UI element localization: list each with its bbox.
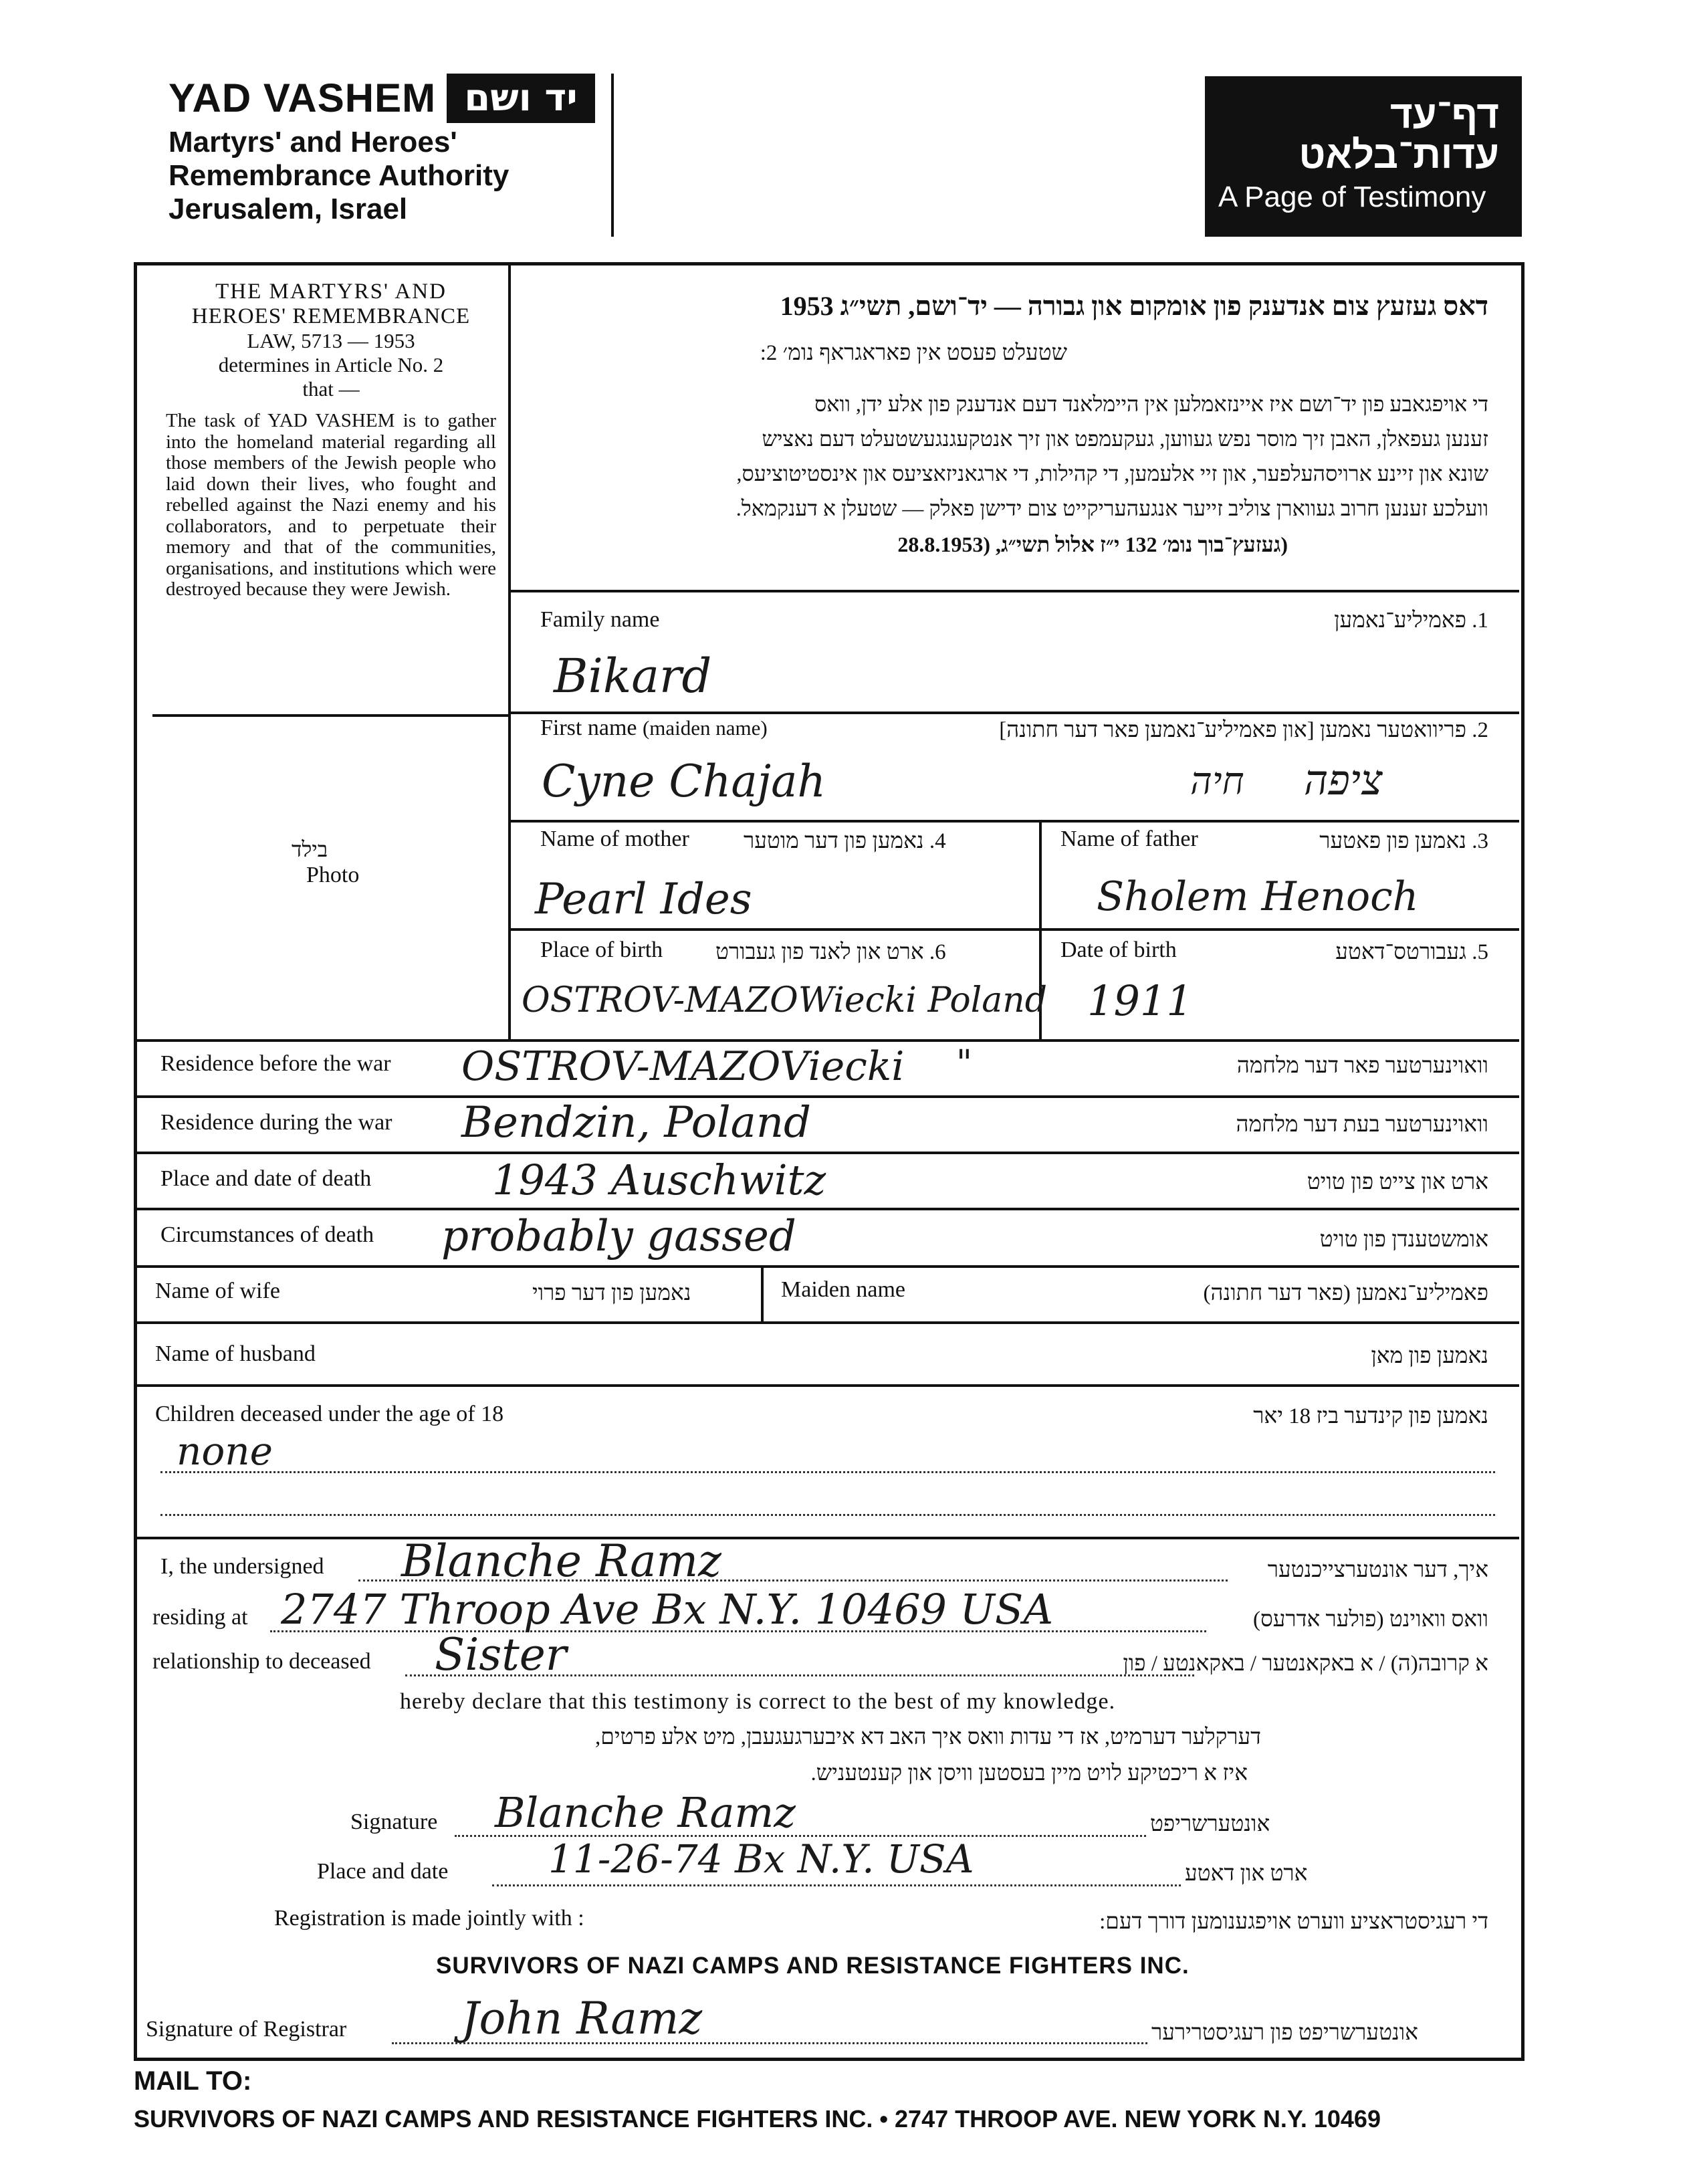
photo-label: Photo <box>306 863 360 887</box>
badge-hebrew-2: עדות־בלאט <box>1299 133 1499 177</box>
children-line-2 <box>160 1514 1495 1516</box>
circumstances-value[interactable]: probably gassed <box>441 1212 796 1261</box>
registrar-hebrew: אונטערשריפט פון רעגיסטרירער <box>1151 2021 1418 2045</box>
law-title-5: that — <box>302 377 360 401</box>
row5-bottom <box>135 1039 1519 1042</box>
left-column-divider <box>508 263 511 1041</box>
first-name-hebrew-value-2[interactable]: ציפה <box>1304 756 1383 804</box>
registrar-label: Signature of Registrar <box>146 2017 347 2042</box>
mother-hebrew: 4. נאמען פון דער מוטער <box>744 829 946 853</box>
father-value[interactable]: Sholem Henoch <box>1097 873 1419 920</box>
law-title-3: LAW, 5713 — 1953 <box>247 329 415 352</box>
place-date-line <box>492 1884 1181 1886</box>
mother-value[interactable]: Pearl Ides <box>535 875 752 924</box>
death-hebrew: ארט און צייט פון טויט <box>1307 1170 1488 1194</box>
place-date-label: Place and date <box>317 1859 449 1884</box>
family-name-value[interactable]: Bikard <box>554 649 712 703</box>
children-value[interactable]: none <box>177 1428 273 1474</box>
circumstances-label: Circumstances of death <box>160 1222 374 1247</box>
circumstances-hebrew: אומשטענדן פון טויט <box>1319 1228 1488 1252</box>
relationship-value[interactable]: Sister <box>435 1629 567 1680</box>
place-date-value[interactable]: 11-26-74 Bx N.Y. USA <box>548 1836 974 1882</box>
father-label: Name of father <box>1060 827 1198 851</box>
undersigned-hebrew: איך, דער אונטערצייכנטער <box>1267 1558 1488 1582</box>
residing-label: residing at <box>152 1605 248 1630</box>
residence-before-bottom <box>135 1095 1519 1098</box>
wife-bottom <box>135 1321 1519 1324</box>
brand-hebrew-logo: יד ושם <box>447 74 595 123</box>
death-bottom <box>135 1208 1519 1210</box>
relationship-label: relationship to deceased <box>152 1649 371 1674</box>
authority-line-1: Martyrs' and Heroes' <box>168 126 457 158</box>
residence-before-hebrew: וואוינערטער פאר דער מלחמה <box>1236 1054 1488 1078</box>
first-name-hebrew: 2. פריוואטער נאמען [און פאמיליע־נאמען פאר דער חתונה] <box>999 718 1488 742</box>
first-name-label-maiden: (maiden name) <box>642 716 768 740</box>
law-hebrew-line-4: וועלכע זענען חרוב געווארן צוליב זייער אנגעהעריקייט צום ידישן פאלק — שטעלן א דענקמאל. <box>736 496 1488 520</box>
death-label: Place and date of death <box>160 1166 372 1191</box>
authority-line-3: Jerusalem, Israel <box>168 193 408 225</box>
father-hebrew: 3. נאמען פון פאטער <box>1319 829 1488 853</box>
family-name-label: Family name <box>540 607 660 632</box>
law-text: The task of YAD VASHEM is to gather into the homeland material regarding all those members of the Jewish people who laid down their lives, who fought and rebelled against the Nazi enemy and his collaborators, and to perpetuate their memory and that of the communities, organisations, and institutions which were destroyed because they were Jewish. <box>166 410 496 600</box>
law-title-4: determines in Article No. 2 <box>218 353 444 376</box>
first-name-label-main: First name <box>540 716 637 740</box>
law-hebrew-subtitle: שטעלט פעסט אין פאראגראף נומ׳ 2: <box>760 341 1067 365</box>
signature-hebrew: אונטערשריפט <box>1150 1812 1270 1836</box>
law-hebrew-line-3: שונא און זיינע ארויסהעלפער, און זיי אלעמען, די קהילות, די ארגאניזאציעס און אינסטיטוציעס, <box>736 461 1488 485</box>
residence-during-value[interactable]: Bendzin, Poland <box>461 1098 811 1148</box>
wife-hebrew: נאמען פון דער פרוי <box>532 1281 691 1305</box>
circumstances-bottom <box>135 1265 1519 1268</box>
birth-place-label: Place of birth <box>540 938 663 962</box>
residence-before-label: Residence before the war <box>160 1051 391 1076</box>
first-name-label <box>540 716 768 741</box>
signature-value[interactable]: Blanche Ramz <box>495 1788 796 1837</box>
wife-label: Name of wife <box>155 1279 280 1303</box>
maiden-hebrew: פאמיליע־נאמען (פאר דער חתונה) <box>1203 1281 1488 1305</box>
residence-during-bottom <box>135 1152 1519 1154</box>
photo-label-hebrew: בילד <box>292 837 328 861</box>
first-name-value[interactable]: Cyne Chajah <box>542 756 826 807</box>
death-value[interactable]: 1943 Auschwitz <box>492 1156 826 1204</box>
declare-hebrew-1: דערקלער דערמיט, אז די עדות וואס איך האב דא איבערגעגעבן, מיט אלע פרטים, <box>595 1725 1261 1749</box>
place-date-hebrew: ארט און דאטע <box>1185 1862 1308 1886</box>
signature-label: Signature <box>350 1810 438 1834</box>
children-hebrew: נאמען פון קינדער ביז 18 יאר <box>1253 1404 1488 1428</box>
mail-address: SURVIVORS OF NAZI CAMPS AND RESISTANCE FIGHTERS INC. • 2747 THROOP AVE. NEW YORK N.Y. 10469 <box>134 2105 1381 2133</box>
badge-hebrew-1: דף־עד <box>1390 93 1499 136</box>
husband-bottom <box>135 1384 1519 1387</box>
husband-label: Name of husband <box>155 1341 316 1366</box>
residing-hebrew: וואס וואוינט (פולער אדרעס) <box>1252 1608 1488 1632</box>
registration-hebrew: די רעגיסטראציע ווערט אויפגענומען דורך דעם: <box>1099 1910 1488 1934</box>
registration-label: Registration is made jointly with : <box>274 1906 584 1931</box>
law-hebrew-bottom <box>510 590 1519 592</box>
residence-before-ditto: " <box>956 1043 972 1083</box>
undersigned-label: I, the undersigned <box>160 1554 324 1579</box>
mother-label: Name of mother <box>540 827 689 851</box>
birth-date-hebrew: 5. געבורטס־דאטע <box>1335 940 1488 964</box>
mail-to: MAIL TO: <box>134 2066 252 2096</box>
residence-before-value[interactable]: OSTROV-MAZOViecki <box>461 1043 905 1090</box>
law-title-1: THE MARTYRS' AND <box>215 280 447 304</box>
row1-bottom <box>510 712 1519 714</box>
relationship-hebrew: א קרובה(ה) / א באקאנטער / באקאנטע / פון <box>1123 1652 1488 1676</box>
undersigned-value[interactable]: Blanche Ramz <box>401 1535 721 1587</box>
children-line-1 <box>160 1471 1495 1473</box>
birth-date-value[interactable]: 1911 <box>1087 976 1193 1025</box>
row2-bottom <box>510 820 1519 823</box>
registration-org: SURVIVORS OF NAZI CAMPS AND RESISTANCE FIGHTERS INC. <box>436 1953 1190 1979</box>
declare-hebrew-2: איז א ריכטיקע לויט מיין בעסטען וויסן און קענטעניש. <box>810 1761 1248 1785</box>
family-name-hebrew: 1. פאמיליע־נאמען <box>1334 609 1488 633</box>
law-hebrew-title: דאס געזעץ צום אנדענק פון אומקום און גבורה — יד־ושם, תשי״ג 1953 <box>780 291 1488 321</box>
law-box <box>160 280 501 600</box>
children-bottom <box>135 1537 1519 1539</box>
authority-line-2: Remembrance Authority <box>168 159 510 192</box>
row3-bottom <box>510 928 1519 931</box>
brand-title: YAD VASHEM <box>168 76 437 120</box>
residing-value[interactable]: 2747 Throop Ave Bx N.Y. 10469 USA <box>281 1585 1054 1634</box>
law-hebrew-line-5: (געזעץ־בוך נומ׳ 132 י״ז אלול תשי״ג, (28.8.1953 <box>897 532 1288 556</box>
law-title-2: HEROES' REMEMBRANCE <box>191 304 471 328</box>
law-hebrew-line-1: די אויפגאבע פון יד־ושם איז איינזאמלען אין היימלאנד דעם אנדענק פון אלע ידן, וואס <box>814 392 1488 416</box>
first-name-hebrew-value-1[interactable]: חיה <box>1190 760 1244 803</box>
residence-during-hebrew: וואוינערטער בעת דער מלחמה <box>1236 1113 1488 1137</box>
header-divider <box>611 74 614 237</box>
declare-text: hereby declare that this testimony is correct to the best of my knowledge. <box>400 1689 1116 1714</box>
birth-place-hebrew: 6. ארט און לאנד פון געבורט <box>715 940 946 964</box>
maiden-label: Maiden name <box>781 1277 905 1302</box>
law-box-bottom <box>152 714 510 717</box>
children-label: Children deceased under the age of 18 <box>155 1402 504 1426</box>
law-hebrew-line-2: זענען געפאלן, האבן זיך מוסר נפש געווען, געקעמפט און זיך אנטקעגנגעשטעלט דעם נאציש <box>762 427 1488 451</box>
wife-divider <box>761 1267 764 1321</box>
birth-place-value[interactable]: OSTROV-MAZOWiecki Poland <box>522 980 1048 1020</box>
registrar-value[interactable]: John Ramz <box>461 1993 703 2044</box>
badge-english: A Page of Testimony <box>1218 181 1486 213</box>
testimony-badge <box>1205 76 1522 237</box>
birth-date-label: Date of birth <box>1060 938 1177 962</box>
husband-hebrew: נאמען פון מאן <box>1371 1344 1488 1368</box>
residence-during-label: Residence during the war <box>160 1110 392 1135</box>
